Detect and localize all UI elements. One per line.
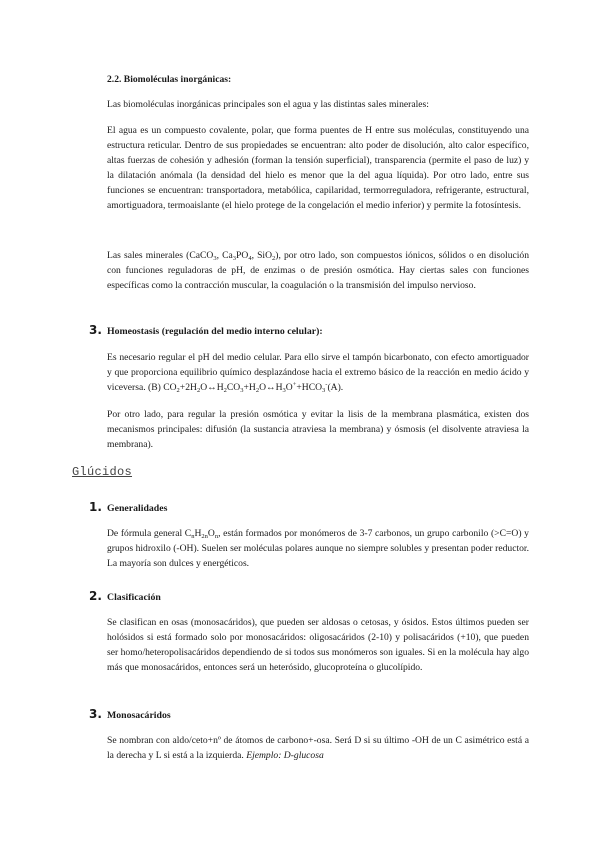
- generalidades-title: Generalidades: [107, 503, 168, 514]
- generalidades-heading: [89, 500, 167, 514]
- homeostasis-number: 3.: [89, 323, 102, 337]
- clasificacion-paragraph: Se clasifican en osas (monosacáridos), que pueden ser aldosas o cetosas, y ósidos. Estos últimos pueden ser holósidos si está formado solo por monosacáridos: oligosacáridos (2-10) y polisacáridos (+10), que pueden ser homo/heteropolisacáridos dependiendo de si todos sus monómeros son iguales. Si en la molécula hay algo más que monosacáridos, entonces será un heterósido, glucoproteína o glucolípido.: [107, 617, 529, 673]
- agua-paragraph: El agua es un compuesto covalente, polar, que forma puentes de H entre sus moléculas, constituyendo una estructura reticular. Dentro de sus propiedades se encuentran: alto poder de disolución, alto calor específico, altas fuerzas de cohesión y adhesión (forman la tensión superficial), transparencia (permite el paso de luz) y la dilatación anómala (la densidad del hielo es menor que la del agua líquida). Por otro lado, entre sus funciones se encuentran: transportadora, metabólica, capilaridad, termorreguladora, refrigerante, estructural, amortiguadora, termoaislante (el hielo protege de la congelación el medio inferior) y permite la fotosíntesis.: [107, 125, 529, 211]
- bicarbonate-equation: $CO_2+2H_2O\leftrightarrow H_2CO_3+H_2O\leftrightarrow H_3O^++HCO_3^-(A)$.: [163, 381, 344, 394]
- clasificacion-heading: [89, 589, 161, 603]
- section-2-2-intro: Las biomoléculas inorgánicas principales son el agua y las distintas sales minerales:: [107, 99, 429, 110]
- glucidos-title: Glúcidos: [72, 465, 133, 479]
- clasificacion-title: Clasificación: [107, 592, 161, 603]
- generalidades-paragraph: De fórmula general $C_nH_{2n}O_n$, están formados por monómeros de 3-7 carbonos, un grupo carbonilo (>C=O) y grupos hidroxilo (-OH). Suelen ser moléculas polares aunque no siempre solubles y presentan poder reductor. La mayoría son dulces y energéticos.: [107, 528, 529, 569]
- section-2-2-title: 2.2. Biomoléculas inorgánicas:: [107, 74, 232, 85]
- clasificacion-number: 2.: [89, 589, 102, 603]
- homeostasis-osmotic-paragraph: Por otro lado, para regular la presión osmótica y evitar la lisis de la membrana plasmática, existen dos mecanismos principales: difusión (la sustancia atraviesa la membrana) y ósmosis (el disolvente atraviesa la membrana).: [107, 409, 529, 450]
- monosacaridos-paragraph: Se nombran con aldo/ceto+nº de átomos de carbono+-osa. Será D si su último -OH de un C asimétrico está a la derecha y L si está a la izquierda. Ejemplo: D-glucosa: [107, 735, 529, 761]
- monosacaridos-heading: [89, 707, 171, 721]
- generalidades-number: 1.: [89, 500, 102, 514]
- sales-minerales-paragraph: Las sales minerales (CaCO$_3$, $Ca_3PO_4$, SiO$_2$), por otro lado, son compuestos iónicos, sólidos o en disolución con funciones reguladoras de pH, de enzimas o de presión osmótica. Hay ciertas sales con funciones específicas como la contracción muscular, la coagulación o la transmisión del impulso nervioso.: [107, 250, 530, 291]
- monosacaridos-number: 3.: [89, 707, 102, 721]
- monosacaridos-title: Monosacáridos: [107, 710, 171, 721]
- homeostasis-ph-paragraph: Es necesario regular el pH del medio celular. Para ello sirve el tampón bicarbonato, con efecto amortiguador y que proporciona equilibrio químico desplazándose hacia el extremo básico de la reacción en medio ácido y viceversa. (B) $CO_2+2H_2O\leftrightarrow H_2CO_3+H_2O\leftrightarrow H_3O^++HCO_3^-(A)$.: [107, 352, 529, 394]
- homeostasis-heading: [89, 323, 323, 337]
- homeostasis-title: Homeostasis (regulación del medio interno celular):: [107, 326, 323, 337]
- example-d-glucosa: Ejemplo: D-glucosa: [246, 750, 324, 761]
